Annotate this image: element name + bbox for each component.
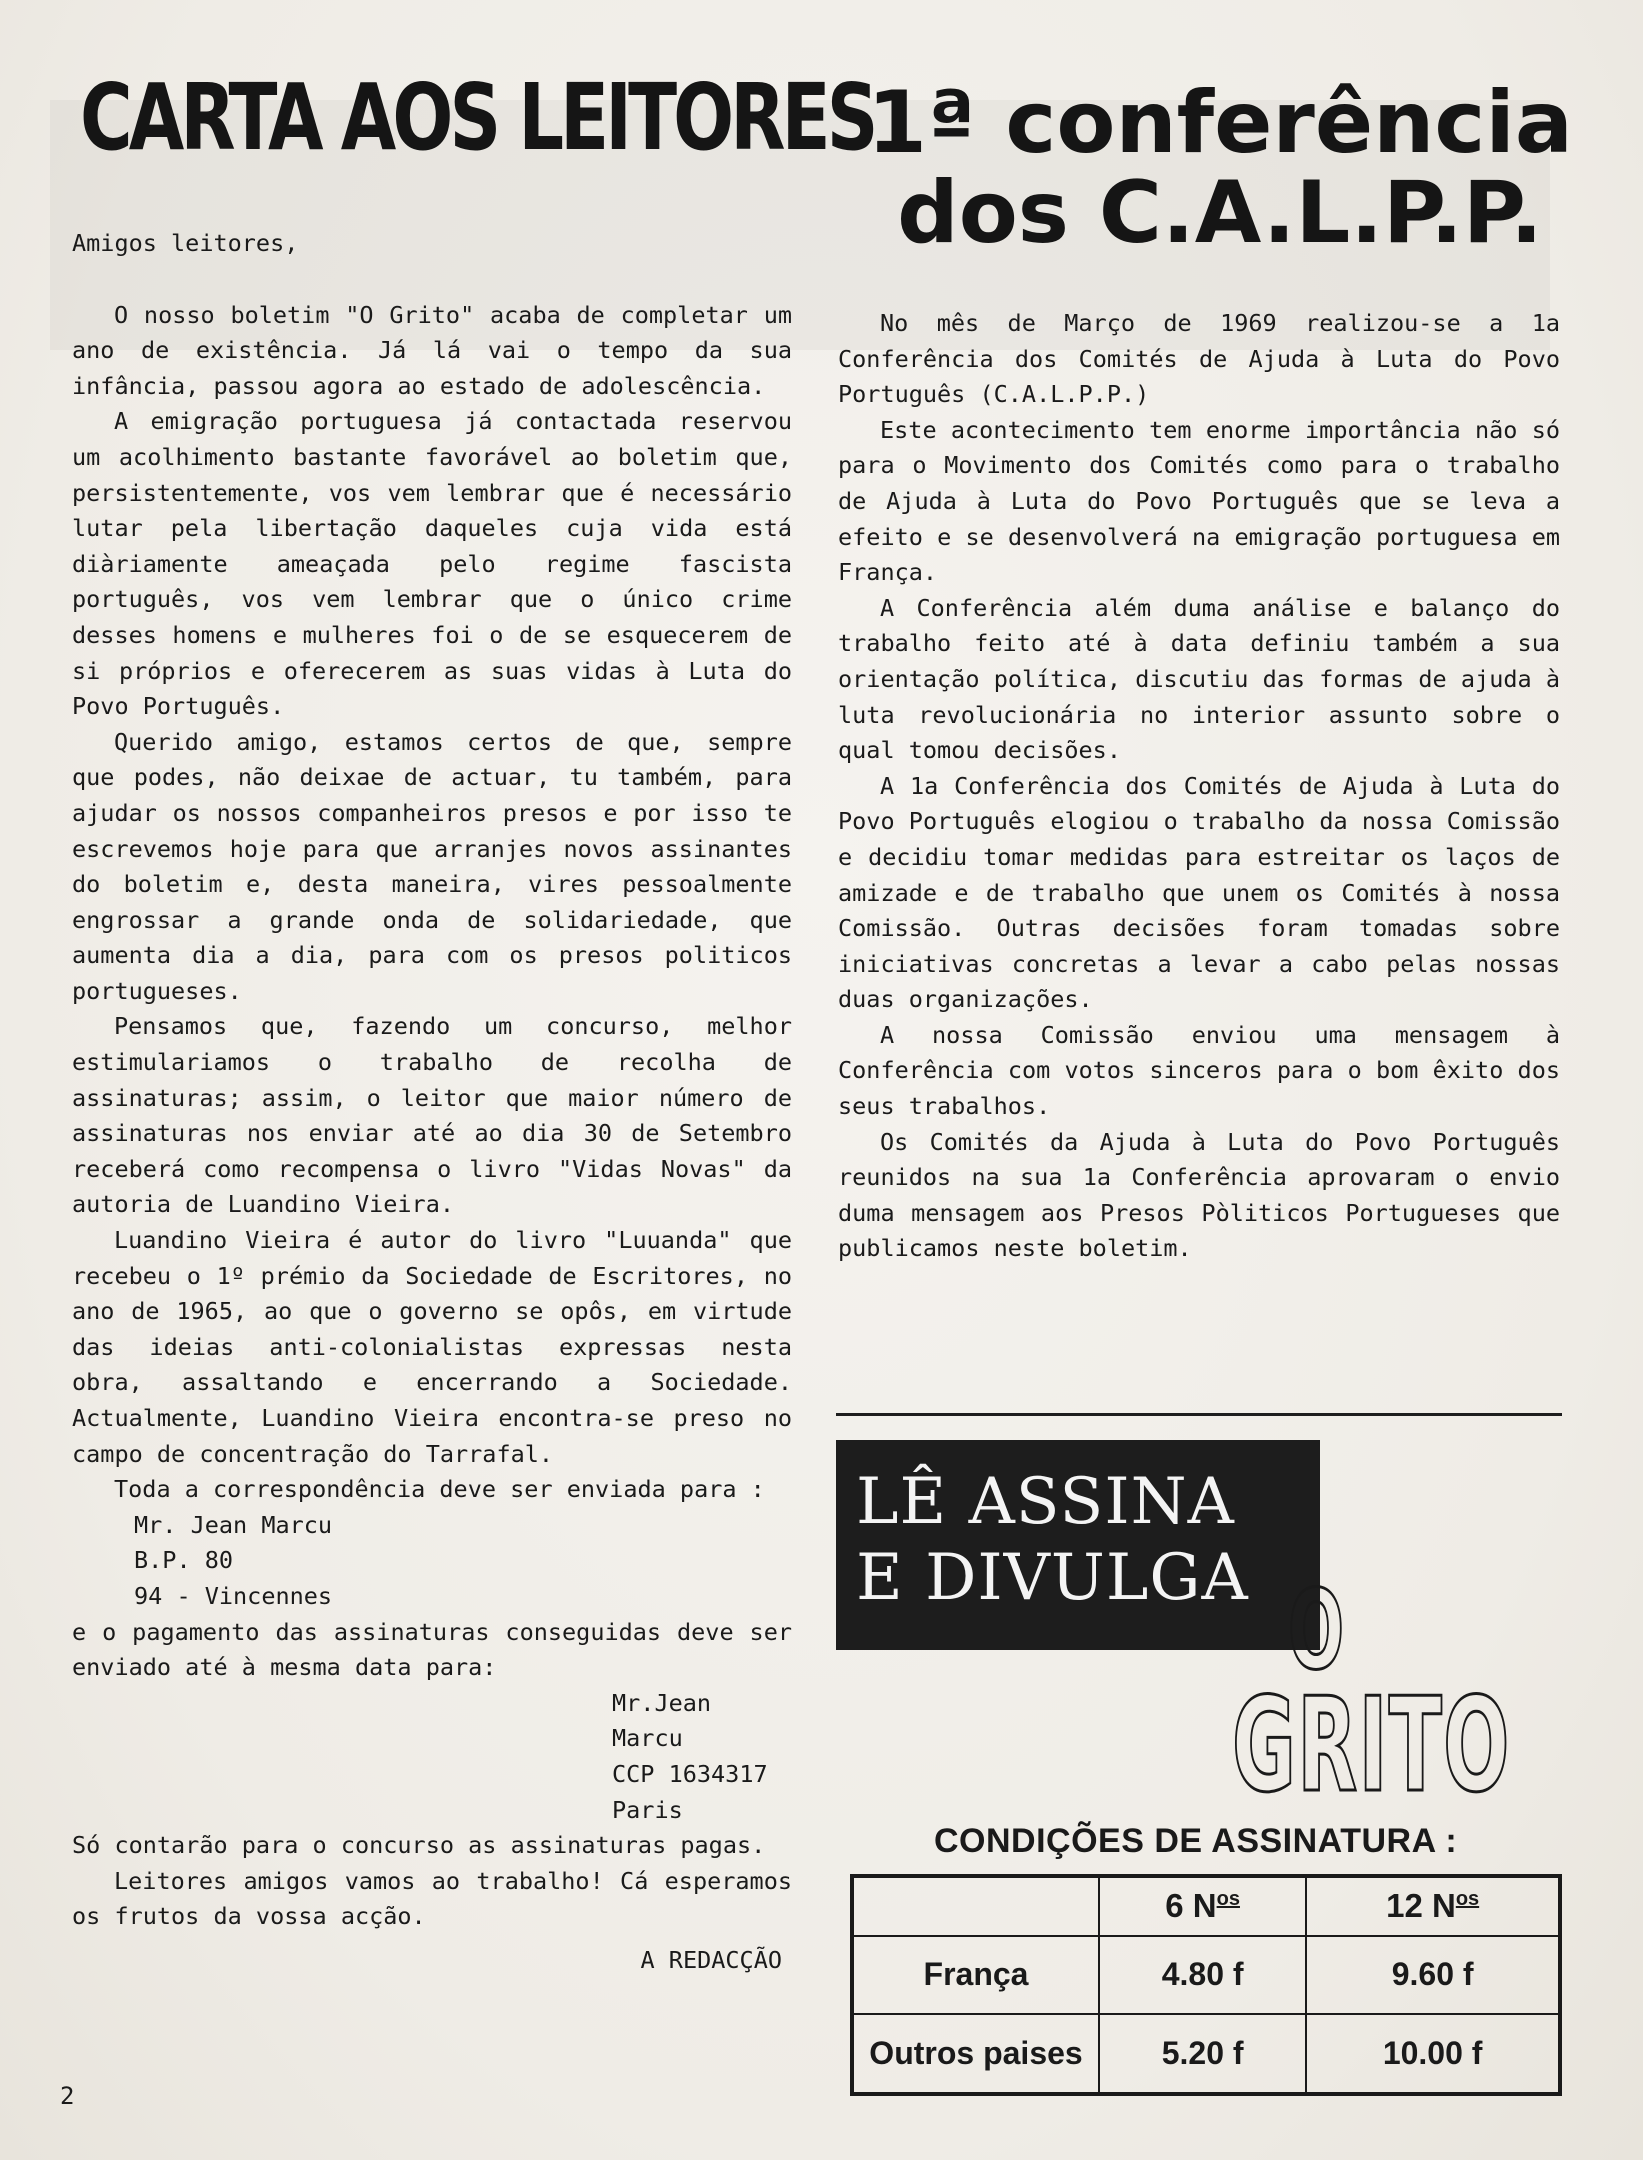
- letter-paragraph-5: Luandino Vieira é autor do livro "Luuanda" que recebeu o 1º prémio da Sociedade de Escritores, no ano de 1965, ao que o governo se opôs, em virtude das ideias anti-colonialistas expressas nesta obra, assaltando e encerrando a Sociedade. Actualmente, Luandino Vieira encontra-se preso no campo de concentração do Tarrafal.: [72, 1226, 792, 1468]
- header-12-sup: os: [1455, 1888, 1480, 1911]
- letter-paragraph-3: Querido amigo, estamos certos de que, sempre que podes, não deixae de actuar, tu também, para ajudar os nossos companheiros presos e por isso te escrevemos hoje para que arranjes novos assinantes do boletim e, desta maneira, vires pessoalmente engrossar a grande onda de solidariedade, que aumenta dia a dia, para com os presos politicos portugueses.: [72, 727, 792, 1005]
- price-6-cell: 4.80 f: [1099, 1936, 1306, 2015]
- article-paragraph-5: A nossa Comissão enviou uma mensagem à Conferência com votos sinceros para o bom êxito dos seus trabalhos.: [838, 1020, 1560, 1121]
- table-row: [852, 1936, 1560, 2015]
- subscription-table: [850, 1874, 1562, 2096]
- table-header-12: [1306, 1876, 1560, 1936]
- address-2-city: Paris: [612, 1795, 683, 1824]
- article-paragraph-4: A 1a Conferência dos Comités de Ajuda à Luta do Povo Português elogiou o trabalho da nossa Comissão e decidiu tomar medidas para estreitar os laços de amizade e de trabalho que unem os Comités à nossa Comissão. Outras decisões foram tomadas sobre iniciativas concretas a levar a cabo pelas nossas duas organizações.: [838, 771, 1560, 1014]
- letter-paragraph-6: Toda a correspondência deve ser enviada para :: [114, 1475, 765, 1504]
- article-paragraph-1: No mês de Março de 1969 realizou-se a 1a Conferência dos Comités de Ajuda à Luta do Povo Português (C.A.L.P.P.): [838, 309, 1560, 409]
- header-6-label: 6 N: [1165, 1887, 1217, 1925]
- signature: A REDACÇÃO: [640, 1945, 782, 1974]
- letter-paragraph-7: e o pagamento das assinaturas conseguidas deve ser enviado até à mesma data para:: [72, 1617, 792, 1682]
- greeting: Amigos leitores,: [72, 229, 299, 257]
- address-2-ccp: CCP 1634317: [612, 1759, 768, 1788]
- country-cell: Outros paises: [852, 2014, 1099, 2094]
- letter-column: [72, 226, 792, 1979]
- country-cell: França: [852, 1936, 1099, 2015]
- subscription-title: CONDIÇÕES DE ASSINATURA :: [934, 1822, 1458, 1860]
- table-header-6: [1099, 1876, 1306, 1936]
- letter-paragraph-2: A emigração portuguesa já contactada reservou um acolhimento bastante favorável ao boletim que, persistentemente, vos vem lembrar que é necessário lutar pela libertação daqueles cuja vida está diàriamente ameaçada pelo regime fascista português, vos vem lembrar que o único crime desses homens e mulheres foi o de se esquecerem de si próprios e oferecerem as suas vidas à Luta do Povo Português.: [72, 407, 792, 721]
- letter-paragraph-4: Pensamos que, fazendo um concurso, melhor estimulariamos o trabalho de recolha de assinaturas; assim, o leitor que maior número de assinaturas nos enviar até ao dia 30 de Setembro receberá como recompensa o livro "Vidas Novas" da autoria de Luandino Vieira.: [72, 1012, 792, 1219]
- conference-article: [838, 306, 1560, 1267]
- logo-grito: GRITO: [1232, 1669, 1511, 1821]
- table-row: [852, 2014, 1560, 2094]
- promo-box: [836, 1440, 1320, 1650]
- promo-line-2: E DIVULGA: [856, 1541, 1249, 1615]
- address-2-name: Mr.Jean Marcu: [612, 1688, 712, 1753]
- headline-line-2: dos C.A.L.P.P.: [897, 163, 1543, 264]
- letter-paragraph-8: Só contarão para o concurso as assinaturas pagas.: [72, 1831, 766, 1860]
- header-6-sup: os: [1216, 1888, 1240, 1911]
- price-6-cell: 5.20 f: [1099, 2014, 1306, 2094]
- address-1-city: 94 - Vincennes: [134, 1581, 333, 1610]
- article-paragraph-6: Os Comités da Ajuda à Luta do Povo Português reunidos na sua 1a Conferência aprovaram o envio duma mensagem aos Presos Pòliticos Portugueses que publicamos neste boletim.: [838, 1127, 1560, 1263]
- page-number: 2: [60, 2082, 75, 2110]
- section-divider: [836, 1413, 1562, 1416]
- address-1-name: Mr. Jean Marcu: [134, 1510, 333, 1539]
- address-1-bp: B.P. 80: [134, 1546, 234, 1575]
- article-paragraph-3: A Conferência além duma análise e balanço do trabalho feito até à data definiu também a sua orientação política, discutiu das formas de ajuda à luta revolucionária no interior assunto sobre o qual tomou decisões.: [838, 593, 1560, 765]
- table-header-row: [852, 1876, 1560, 1936]
- article-paragraph-2: Este acontecimento tem enorme importância não só para o Movimento dos Comités como para o trabalho de Ajuda à Luta do Povo Português que se leva a efeito e se desenvolverá na emigração portuguesa em França.: [838, 415, 1560, 587]
- letter-paragraph-1: O nosso boletim "O Grito" acaba de completar um ano de existência. Já lá vai o tempo da sua infância, passou agora ao estado de adolescência.: [72, 300, 792, 400]
- headline-carta-aos-leitores: CARTA AOS LEITORES: [80, 64, 875, 171]
- letter-paragraph-9: Leitores amigos vamos ao trabalho! Cá esperamos os frutos da vossa acção.: [72, 1866, 792, 1931]
- table-header-empty: [852, 1876, 1099, 1936]
- price-12-cell: 9.60 f: [1306, 1936, 1560, 2015]
- headline-line-1: 1ª conferência: [867, 73, 1573, 173]
- logo-o: O: [1288, 1566, 1345, 1694]
- headline-conferencia: [860, 73, 1580, 264]
- promo-line-1: LÊ ASSINA: [856, 1465, 1235, 1539]
- header-12-label: 12 N: [1386, 1887, 1456, 1925]
- price-12-cell: 10.00 f: [1306, 2014, 1560, 2094]
